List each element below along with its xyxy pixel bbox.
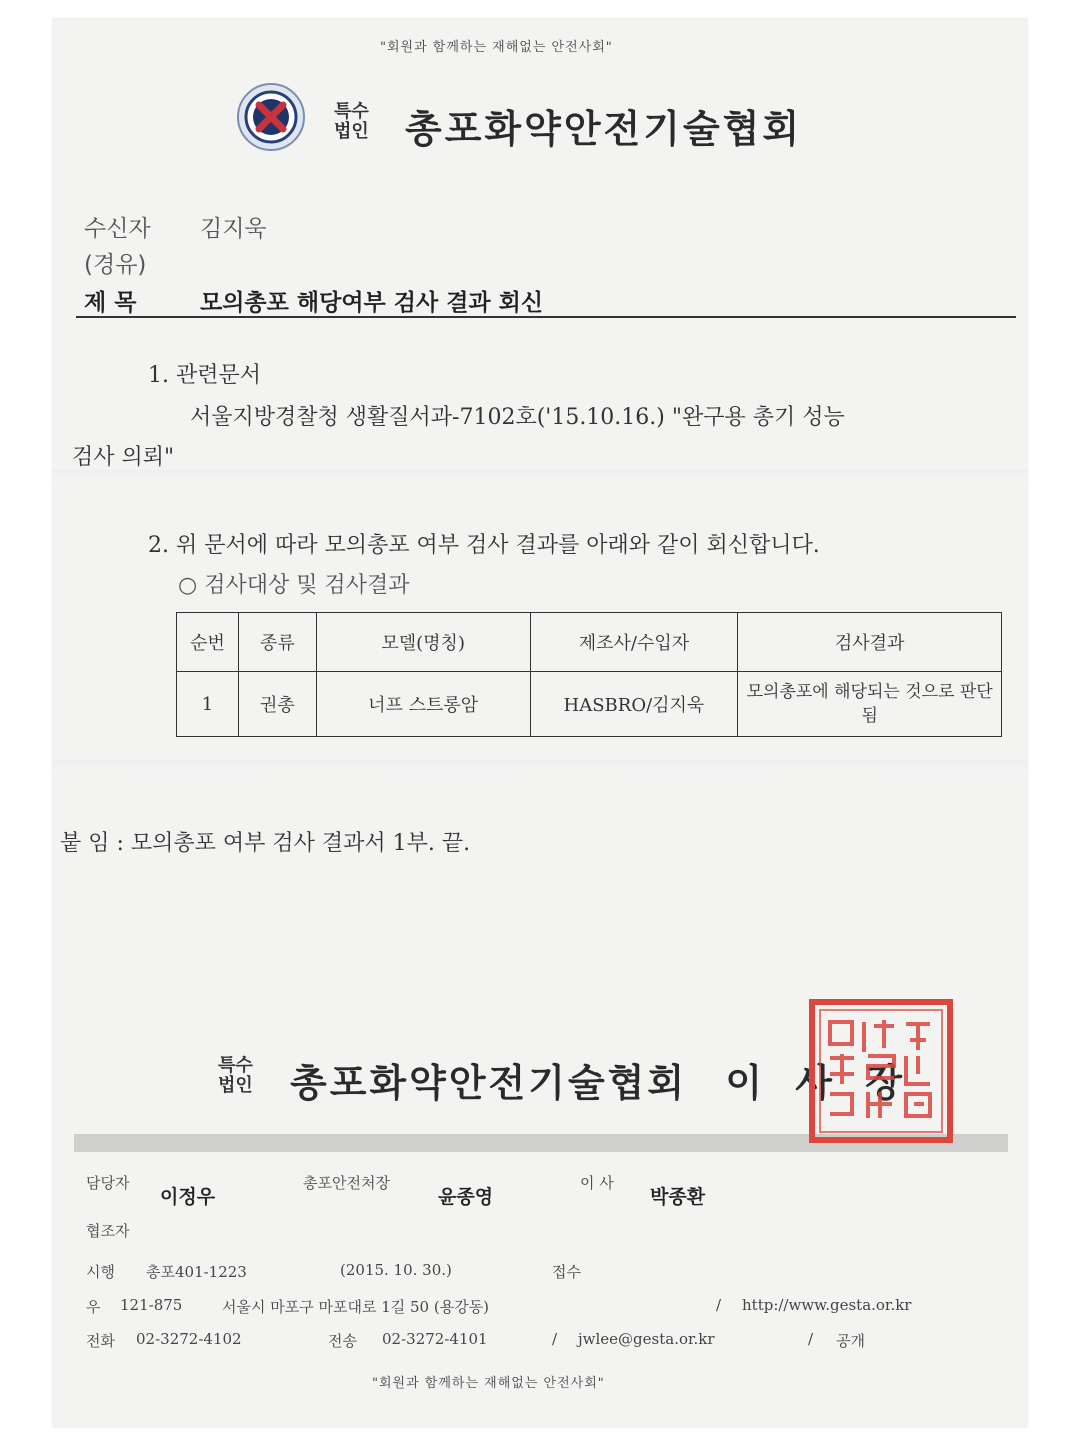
col-header-result: 검사결과	[738, 613, 1002, 672]
subject-text: 모의총포 해당여부 검사 결과 회신	[200, 289, 544, 316]
col-header-model: 모델(명칭)	[316, 613, 530, 672]
phone-number: 02-3272-4102	[136, 1330, 242, 1348]
staff-name: 이정우	[160, 1186, 216, 1208]
item1-title: 1. 관련문서	[148, 363, 261, 388]
exec-label: 시행	[86, 1263, 115, 1281]
cell-maker: HASBRO/김지욱	[530, 672, 738, 737]
subject-underline	[76, 316, 1016, 318]
receipt-label: 접수	[552, 1263, 581, 1281]
org-name-header: 총포화약안전기술협회	[405, 106, 803, 151]
org-prefix	[334, 102, 369, 142]
paper-fold	[52, 470, 1028, 484]
item2-line: 2. 위 문서에 따라 모의총포 여부 검사 결과를 아래와 같이 회신합니다.	[148, 533, 820, 558]
website-url: http://www.gesta.or.kr	[742, 1296, 912, 1314]
open-separator: /	[808, 1330, 814, 1348]
cooperator-label: 협조자	[86, 1222, 130, 1240]
footer-prefix-line2: 법인	[218, 1075, 253, 1096]
cell-kind: 권총	[238, 672, 316, 737]
inspection-bullet: ○ 검사대상 및 검사결과	[178, 573, 410, 598]
cell-model: 너프 스트롱암	[316, 672, 530, 737]
footer-title-text: 이 사 장	[725, 1060, 912, 1105]
manager-label: 총포안전처장	[303, 1174, 390, 1192]
org-prefix-line1: 특수	[334, 101, 369, 122]
exec-no: 총포401-1223	[146, 1263, 247, 1281]
header-slogan: "회원과 함께하는 재해없는 안전사회"	[380, 40, 613, 55]
col-header-no: 순번	[177, 613, 239, 672]
exec-date: (2015. 10. 30.)	[340, 1261, 452, 1279]
subject-label: 제 목	[84, 289, 137, 316]
recipient-name: 김지욱	[200, 216, 267, 242]
paper-fold	[52, 760, 1028, 774]
email-separator: /	[552, 1330, 558, 1348]
phone-label: 전화	[86, 1332, 115, 1350]
footer-org-prefix	[218, 1056, 253, 1096]
footer-prefix-line1: 특수	[218, 1055, 253, 1076]
director-label: 이 사	[580, 1174, 614, 1192]
via-label: (경유)	[84, 252, 147, 278]
footer-slogan: "회원과 함께하는 재해없는 안전사회"	[372, 1376, 605, 1391]
address: 서울시 마포구 마포대로 1길 50 (용강동)	[222, 1298, 490, 1316]
org-prefix-line2: 법인	[334, 121, 369, 142]
fax-label: 전송	[328, 1332, 357, 1350]
attachment-note: 붙 임 : 모의총포 여부 검사 결과서 1부. 끝.	[60, 831, 471, 856]
col-header-kind: 종류	[238, 613, 316, 672]
table-header-row	[177, 613, 1002, 672]
table-row	[177, 672, 1002, 737]
item1-line1: 서울지방경찰청 생활질서과-7102호('15.10.16.) "완구용 총기 성능	[190, 405, 845, 430]
director-name: 박종환	[650, 1186, 706, 1208]
url-separator: /	[716, 1296, 722, 1314]
cell-no: 1	[177, 672, 239, 737]
official-seal-icon	[806, 996, 956, 1146]
staff-label: 담당자	[86, 1174, 130, 1192]
cell-result: 모의총포에 해당되는 것으로 판단됨	[738, 672, 1002, 737]
item1-line2: 검사 의뢰"	[72, 445, 175, 470]
inspection-result-table	[176, 612, 1002, 737]
fax-number: 02-3272-4101	[382, 1330, 488, 1348]
postal-label: 우	[86, 1298, 101, 1316]
manager-name: 윤종영	[438, 1186, 494, 1208]
footer-org-name-text: 총포화약안전기술협회	[290, 1060, 688, 1105]
email-address: jwlee@gesta.or.kr	[578, 1330, 715, 1348]
disclosure-status: 공개	[836, 1332, 865, 1350]
col-header-maker: 제조사/수입자	[530, 613, 738, 672]
recipient-label: 수신자	[84, 216, 151, 242]
association-logo-icon	[236, 82, 306, 152]
postal-code: 121-875	[120, 1296, 183, 1314]
